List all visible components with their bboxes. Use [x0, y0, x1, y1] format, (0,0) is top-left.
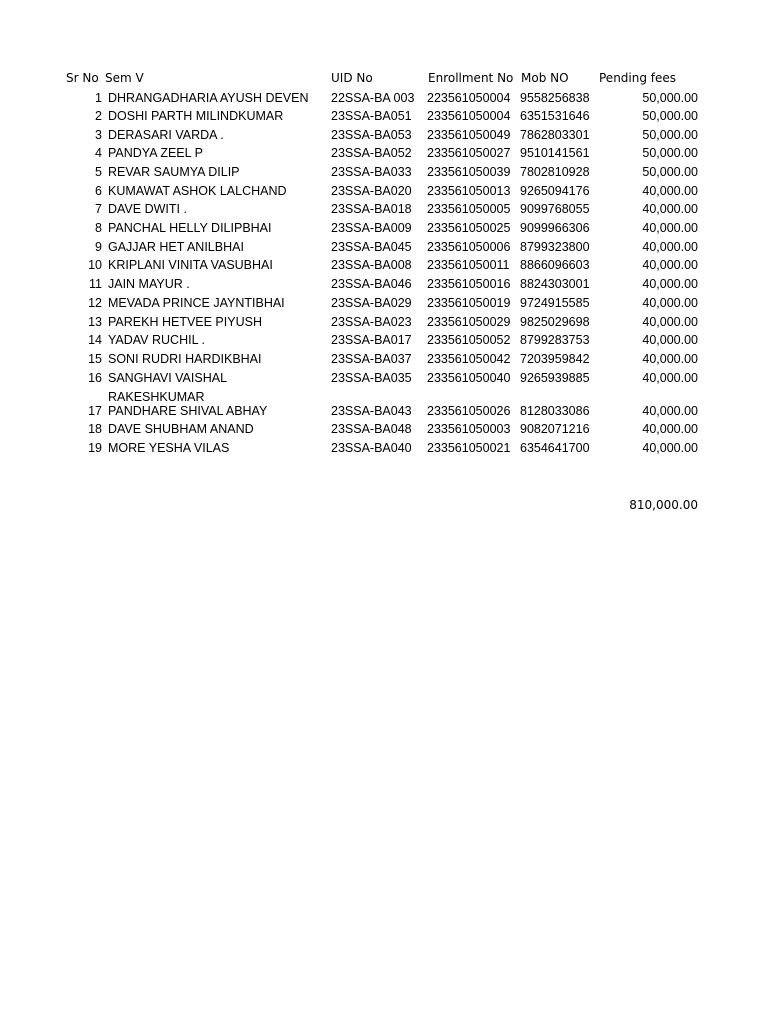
row-pending-fees: 40,000.00: [642, 404, 698, 418]
row-sr-no: 14: [88, 333, 102, 347]
header-mobile: Mob NO: [521, 71, 569, 85]
row-student-name: MEVADA PRINCE JAYNTIBHAI: [108, 296, 285, 310]
row-enrollment-no: 233561050005: [427, 202, 511, 216]
row-sr-no: 3: [95, 128, 102, 142]
row-pending-fees: 50,000.00: [642, 128, 698, 142]
row-mobile-no: 9724915585: [520, 296, 590, 310]
row-uid: 23SSA-BA043: [331, 404, 412, 418]
row-mobile-no: 9558256838: [520, 91, 590, 105]
row-uid: 23SSA-BA029: [331, 296, 412, 310]
row-sr-no: 10: [88, 258, 102, 272]
row-pending-fees: 40,000.00: [642, 277, 698, 291]
row-student-name: DERASARI VARDA .: [108, 128, 224, 142]
row-mobile-no: 8799323800: [520, 240, 590, 254]
row-uid: 23SSA-BA018: [331, 202, 412, 216]
row-enrollment-no: 233561050019: [427, 296, 511, 310]
header-pending-fees: Pending fees: [599, 71, 677, 85]
row-enrollment-no: 233561050004: [427, 109, 511, 123]
row-mobile-no: 9082071216: [520, 422, 590, 436]
row-enrollment-no: 233561050013: [427, 184, 511, 198]
row-pending-fees: 40,000.00: [642, 221, 698, 235]
row-mobile-no: 9265939885: [520, 371, 590, 385]
row-student-name: DAVE SHUBHAM ANAND: [108, 422, 254, 436]
row-sr-no: 17: [88, 404, 102, 418]
row-mobile-no: 9099966306: [520, 221, 590, 235]
row-sr-no: 9: [95, 240, 102, 254]
row-pending-fees: 40,000.00: [642, 240, 698, 254]
row-sr-no: 13: [88, 315, 102, 329]
row-student-name: DHRANGADHARIA AYUSH DEVEN: [108, 91, 309, 105]
row-enrollment-no: 233561050011: [427, 258, 510, 272]
row-student-name: MORE YESHA VILAS: [108, 441, 230, 455]
row-student-name: KUMAWAT ASHOK LALCHAND: [108, 184, 287, 198]
row-sr-no: 19: [88, 441, 102, 455]
row-enrollment-no: 233561050003: [427, 422, 511, 436]
row-uid: 23SSA-BA009: [331, 221, 412, 235]
header-uid: UID No: [331, 71, 373, 85]
row-enrollment-no: 233561050021: [427, 441, 511, 455]
row-mobile-no: 8824303001: [520, 277, 590, 291]
row-pending-fees: 40,000.00: [642, 422, 698, 436]
row-enrollment-no: 233561050027: [427, 146, 511, 160]
row-mobile-no: 9265094176: [520, 184, 590, 198]
row-pending-fees: 40,000.00: [642, 258, 698, 272]
row-student-name: DAVE DWITI .: [108, 202, 187, 216]
row-sr-no: 4: [95, 146, 102, 160]
row-pending-fees: 40,000.00: [642, 315, 698, 329]
header-enrollment: Enrollment No: [428, 71, 514, 85]
row-uid: 23SSA-BA017: [331, 333, 412, 347]
row-student-name: SONI RUDRI HARDIKBHAI: [108, 352, 262, 366]
row-uid: 23SSA-BA052: [331, 146, 412, 160]
row-uid: 23SSA-BA037: [331, 352, 412, 366]
row-sr-no: 16: [88, 371, 102, 385]
row-student-name: YADAV RUCHIL .: [108, 333, 206, 347]
row-uid: 23SSA-BA040: [331, 441, 412, 455]
row-uid: 23SSA-BA035: [331, 371, 412, 385]
row-mobile-no: 8799283753: [520, 333, 590, 347]
row-uid: 23SSA-BA020: [331, 184, 412, 198]
row-sr-no: 11: [89, 277, 102, 291]
row-enrollment-no: 233561050040: [427, 371, 511, 385]
header-name: Sem V: [105, 71, 144, 85]
row-sr-no: 5: [95, 165, 102, 179]
row-student-name: KRIPLANI VINITA VASUBHAI: [108, 258, 273, 272]
row-pending-fees: 40,000.00: [642, 441, 698, 455]
row-pending-fees: 50,000.00: [642, 165, 698, 179]
row-mobile-no: 9099768055: [520, 202, 590, 216]
row-enrollment-no: 233561050006: [427, 240, 511, 254]
row-sr-no: 1: [95, 91, 102, 105]
row-student-name: PANCHAL HELLY DILIPBHAI: [108, 221, 272, 235]
row-mobile-no: 7203959842: [520, 352, 590, 366]
row-student-name: SANGHAVI VAISHAL RAKESHKUMAR: [108, 371, 227, 404]
row-enrollment-no: 233561050026: [427, 404, 511, 418]
row-uid: 23SSA-BA008: [331, 258, 412, 272]
row-uid: 23SSA-BA046: [331, 277, 412, 291]
row-uid: 22SSA-BA 003: [331, 91, 415, 105]
row-mobile-no: 9825029698: [520, 315, 590, 329]
row-pending-fees: 40,000.00: [642, 184, 698, 198]
row-mobile-no: 7862803301: [520, 128, 590, 142]
row-uid: 23SSA-BA045: [331, 240, 412, 254]
row-student-name: DOSHI PARTH MILINDKUMAR: [108, 109, 284, 123]
row-mobile-no: 6351531646: [520, 109, 590, 123]
row-sr-no: 8: [95, 221, 102, 235]
row-mobile-no: 6354641700: [520, 441, 590, 455]
row-uid: 23SSA-BA023: [331, 315, 412, 329]
row-enrollment-no: 223561050004: [427, 91, 511, 105]
row-student-name: PANDHARE SHIVAL ABHAY: [108, 404, 268, 418]
row-sr-no: 15: [88, 352, 102, 366]
row-uid: 23SSA-BA051: [331, 109, 412, 123]
row-pending-fees: 50,000.00: [642, 109, 698, 123]
row-sr-no: 12: [88, 296, 102, 310]
row-student-name: JAIN MAYUR .: [108, 277, 190, 291]
row-student-name: GAJJAR HET ANILBHAI: [108, 240, 244, 254]
row-enrollment-no: 233561050039: [427, 165, 511, 179]
header-sr-no: Sr No: [66, 71, 99, 85]
row-enrollment-no: 233561050049: [427, 128, 511, 142]
row-enrollment-no: 233561050042: [427, 352, 511, 366]
row-sr-no: 6: [95, 184, 102, 198]
row-sr-no: 7: [95, 202, 102, 216]
row-student-name: PAREKH HETVEE PIYUSH: [108, 315, 262, 329]
row-enrollment-no: 233561050016: [427, 277, 511, 291]
row-mobile-no: 7802810928: [520, 165, 590, 179]
row-uid: 23SSA-BA033: [331, 165, 412, 179]
row-student-name: PANDYA ZEEL P: [108, 146, 203, 160]
row-pending-fees: 50,000.00: [642, 91, 698, 105]
row-mobile-no: 9510141561: [520, 146, 590, 160]
row-student-name: REVAR SAUMYA DILIP: [108, 165, 240, 179]
row-sr-no: 18: [88, 422, 102, 436]
row-enrollment-no: 233561050052: [427, 333, 511, 347]
row-pending-fees: 40,000.00: [642, 296, 698, 310]
row-mobile-no: 8128033086: [520, 404, 590, 418]
row-pending-fees: 40,000.00: [642, 202, 698, 216]
row-pending-fees: 40,000.00: [642, 352, 698, 366]
row-pending-fees: 40,000.00: [642, 333, 698, 347]
row-uid: 23SSA-BA053: [331, 128, 412, 142]
row-enrollment-no: 233561050025: [427, 221, 511, 235]
row-sr-no: 2: [95, 109, 102, 123]
row-pending-fees: 40,000.00: [642, 371, 698, 385]
fees-total: 810,000.00: [629, 498, 698, 512]
row-pending-fees: 50,000.00: [642, 146, 698, 160]
row-uid: 23SSA-BA048: [331, 422, 412, 436]
row-mobile-no: 8866096603: [520, 258, 590, 272]
row-enrollment-no: 233561050029: [427, 315, 511, 329]
